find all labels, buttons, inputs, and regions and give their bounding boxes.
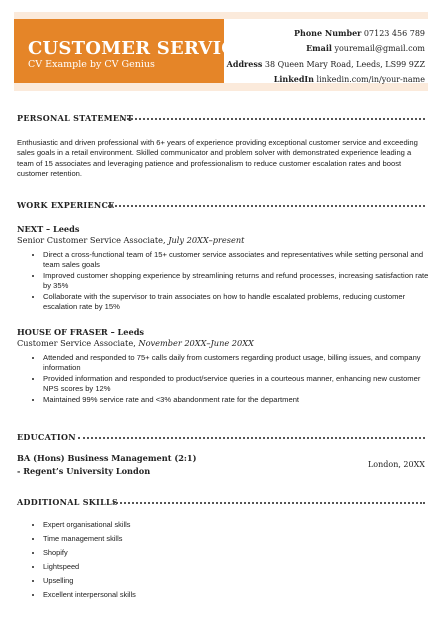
section-heading-statement: PERSONAL STATEMENT: [17, 113, 134, 123]
job-role-title: Customer Service Associate,: [17, 338, 136, 348]
education-degree: BA (Hons) Business Management (2:1): [17, 453, 197, 463]
cv-subtitle: CV Example by CV Genius: [28, 59, 155, 70]
personal-statement-text: Enthusiastic and driven professional with 6+ years of experience providing exceptional customer service and exceeding sales goals in a retail environment. Skilled communicator and problem solver with demonstrated experience leading a team of 15 associates and leveraging patience and professionalism to reduce customer escalation rates and boost customer retention.: [17, 138, 418, 179]
section-divider: [108, 205, 425, 207]
list-item: • Upselling: [43, 574, 136, 588]
contact-linkedin: [227, 72, 425, 87]
list-item: • Maintained 99% service rate and <3% abandonment rate for the department: [43, 395, 433, 405]
contact-linkedin-value[interactable]: linkedin.com/in/your-name: [316, 74, 425, 84]
contact-details: [227, 26, 425, 87]
job-bullets: [17, 250, 433, 312]
job-role: [17, 235, 244, 245]
list-item: • Excellent interpersonal skills: [43, 588, 136, 602]
list-item: • Provided information and responded to product/service queries in a courteous manner, enhancing new customer NPS scores by 12%: [43, 374, 433, 395]
job-role: [17, 338, 254, 348]
section-heading-experience: WORK EXPERIENCE: [17, 200, 115, 210]
job-bullets: [17, 353, 433, 405]
section-divider: [122, 118, 425, 120]
section-divider: [113, 502, 425, 504]
job-employer: HOUSE OF FRASER – Leeds: [17, 327, 145, 337]
contact-address-label: Address: [226, 58, 263, 69]
list-item: • Lightspeed: [43, 560, 136, 574]
list-item: • Improved customer shopping experience by streamlining returns and refund processes, increasing satisfaction rate by 35%: [43, 271, 433, 292]
cv-title: CUSTOMER SERVICE: [28, 38, 250, 59]
list-item: • Direct a cross-functional team of 15+ customer service associates and representatives while setting personal and team sales goals: [43, 250, 433, 271]
contact-email: [227, 41, 425, 56]
section-heading-education: EDUCATION: [17, 432, 76, 442]
section-heading-skills: ADDITIONAL SKILLS: [17, 497, 119, 507]
contact-email-value[interactable]: youremail@gmail.com: [334, 44, 425, 54]
job-dates: July 20XX–present: [168, 235, 245, 245]
education-school: - Regent’s University London: [17, 465, 151, 476]
list-item: • Attended and responded to 75+ calls daily from customers regarding product usage, billing issues, and company information: [43, 353, 433, 374]
education-entry: [17, 452, 197, 477]
contact-address: [227, 57, 425, 72]
education-location-date: London, 20XX: [367, 460, 425, 469]
section-divider: [78, 437, 425, 439]
list-item: • Time management skills: [43, 532, 136, 546]
job-role-title: Senior Customer Service Associate,: [17, 235, 166, 245]
contact-phone-label: Phone Number: [294, 28, 362, 38]
contact-phone-value: 07123 456 789: [363, 29, 425, 38]
contact-linkedin-label: LinkedIn: [273, 73, 314, 84]
list-item: • Shopify: [43, 546, 136, 560]
contact-email-label: Email: [306, 43, 332, 54]
list-item: • Expert organisational skills: [43, 518, 136, 532]
contact-address-value: 38 Queen Mary Road, Leeds, LS99 9ZZ: [264, 59, 425, 69]
job-employer: NEXT – Leeds: [17, 224, 80, 234]
contact-phone: [227, 26, 425, 41]
job-dates: November 20XX–June 20XX: [138, 338, 254, 348]
skills-list: [17, 518, 136, 601]
list-item: • Collaborate with the supervisor to train associates on how to handle escalated problems, reducing customer escalation rate by 15%: [43, 292, 433, 313]
